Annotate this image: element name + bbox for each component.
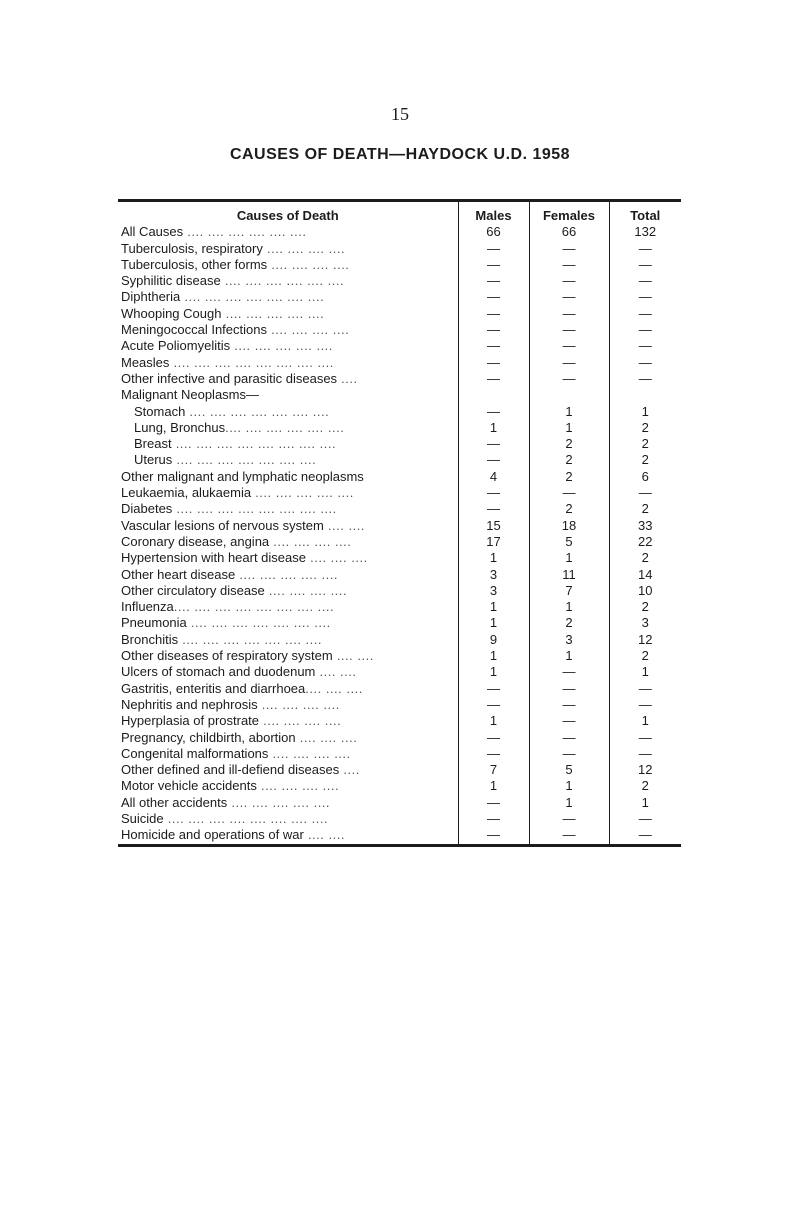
females-cell: 1 xyxy=(529,648,609,664)
leader-dots: .... .... .... .... .... .... .... xyxy=(186,615,331,631)
cause-cell xyxy=(118,762,458,778)
cause-label: All other accidents xyxy=(121,794,228,810)
causes-of-death-table xyxy=(118,202,681,844)
males-cell: 1 xyxy=(458,778,529,794)
table-row xyxy=(118,518,681,534)
cause-label: Diabetes xyxy=(121,501,173,517)
table-row xyxy=(118,501,681,517)
cause-cell xyxy=(118,632,458,648)
table-row xyxy=(118,567,681,583)
page-title: CAUSES OF DEATH—HAYDOCK U.D. 1958 xyxy=(229,146,571,163)
total-cell: 1 xyxy=(609,664,681,680)
total-cell: 2 xyxy=(609,648,681,664)
cause-cell xyxy=(118,485,458,501)
total-cell: — xyxy=(609,827,681,843)
total-cell: 2 xyxy=(609,778,681,794)
leader-dots: .... .... .... .... .... .... xyxy=(225,419,345,435)
females-cell: 18 xyxy=(529,518,609,534)
total-cell: — xyxy=(609,697,681,713)
cause-label: Hyperplasia of prostrate xyxy=(121,713,260,729)
total-cell: — xyxy=(609,241,681,257)
total-cell: 3 xyxy=(609,615,681,631)
table-row xyxy=(118,452,681,468)
header-females: Females xyxy=(529,202,609,224)
females-cell: — xyxy=(529,322,609,338)
males-cell: — xyxy=(458,501,529,517)
females-cell: — xyxy=(529,713,609,729)
total-cell: 22 xyxy=(609,534,681,550)
females-cell: 2 xyxy=(529,436,609,452)
leader-dots: .... .... xyxy=(332,648,374,664)
females-cell: 1 xyxy=(529,420,609,436)
males-cell: — xyxy=(458,827,529,843)
males-cell: — xyxy=(458,338,529,354)
males-cell: — xyxy=(458,485,529,501)
table-row xyxy=(118,730,681,746)
leader-dots: .... .... .... .... .... .... .... xyxy=(172,452,317,468)
table-row xyxy=(118,615,681,631)
cause-label: Homicide and operations of war xyxy=(121,827,304,843)
total-cell: — xyxy=(609,322,681,338)
table-row xyxy=(118,420,681,436)
males-cell: — xyxy=(458,289,529,305)
cause-label: Motor vehicle accidents xyxy=(121,778,257,794)
cause-cell xyxy=(118,289,458,305)
females-cell: — xyxy=(529,371,609,387)
females-cell: — xyxy=(529,746,609,762)
total-cell: 1 xyxy=(609,713,681,729)
table-row xyxy=(118,811,681,827)
females-cell: — xyxy=(529,664,609,680)
cause-cell xyxy=(118,355,458,371)
total-cell: — xyxy=(609,338,681,354)
table-row xyxy=(118,273,681,289)
cause-label: Coronary disease, angina xyxy=(121,533,270,549)
leader-dots: .... .... .... .... xyxy=(269,533,352,549)
females-cell: — xyxy=(529,338,609,354)
cause-label: Other malignant and lymphatic neoplasms xyxy=(121,468,364,484)
females-cell: 3 xyxy=(529,632,609,648)
females-cell: 5 xyxy=(529,762,609,778)
leader-dots: .... .... .... .... .... .... .... .... xyxy=(169,354,334,370)
table-row xyxy=(118,387,681,403)
table-row xyxy=(118,762,681,778)
cause-cell xyxy=(118,273,458,289)
cause-cell xyxy=(118,387,458,403)
females-cell: — xyxy=(529,485,609,501)
leader-dots: .... .... .... xyxy=(306,550,368,566)
total-cell: — xyxy=(609,746,681,762)
cause-label: Gastritis, enteritis and diarrhoea xyxy=(121,680,306,696)
cause-label: Other defined and ill-defiend diseases xyxy=(121,762,340,778)
cause-cell xyxy=(118,648,458,664)
females-cell: — xyxy=(529,827,609,843)
males-cell: — xyxy=(458,371,529,387)
females-cell: 2 xyxy=(529,469,609,485)
males-cell: 1 xyxy=(458,420,529,436)
cause-cell xyxy=(118,681,458,697)
total-cell: 132 xyxy=(609,224,681,240)
females-cell: 5 xyxy=(529,534,609,550)
cause-cell xyxy=(118,713,458,729)
leader-dots: .... .... .... .... xyxy=(268,745,351,761)
males-cell: 1 xyxy=(458,599,529,615)
cause-label: Influenza xyxy=(121,599,174,615)
males-cell: 3 xyxy=(458,567,529,583)
leader-dots: .... .... xyxy=(315,664,357,680)
cause-cell xyxy=(118,224,458,240)
leader-dots: .... .... .... .... .... .... .... xyxy=(185,403,330,419)
cause-label: Other circulatory disease xyxy=(121,582,265,598)
males-cell: — xyxy=(458,322,529,338)
cause-label: Acute Poliomyelitis xyxy=(121,338,231,354)
males-cell: — xyxy=(458,452,529,468)
total-cell: 1 xyxy=(609,404,681,420)
cause-cell xyxy=(118,452,458,468)
cause-label: Syphilitic disease xyxy=(121,273,221,289)
males-cell: — xyxy=(458,746,529,762)
cause-cell xyxy=(118,827,458,843)
cause-label: Lung, Bronchus xyxy=(134,419,226,435)
cause-cell xyxy=(118,420,458,436)
leader-dots: .... .... .... .... .... .... .... xyxy=(178,631,322,647)
header-causes: Causes of Death xyxy=(236,208,339,224)
females-cell: — xyxy=(529,730,609,746)
females-cell: 1 xyxy=(529,795,609,811)
cause-label: Congenital malformations xyxy=(121,745,269,761)
leader-dots: .... xyxy=(339,762,360,778)
leader-dots: .... .... .... .... .... .... .... .... xyxy=(163,810,329,826)
cause-label: Stomach xyxy=(134,403,186,419)
cause-cell xyxy=(118,257,458,273)
cause-cell xyxy=(118,746,458,762)
females-cell: — xyxy=(529,241,609,257)
cause-label: Measles xyxy=(121,354,170,370)
males-cell: 4 xyxy=(458,469,529,485)
cause-label: Nephritis and nephrosis xyxy=(121,696,258,712)
cause-label: Pneumonia xyxy=(121,615,187,631)
females-cell: 2 xyxy=(529,615,609,631)
cause-label: Tuberculosis, other forms xyxy=(121,256,268,272)
table-row xyxy=(118,289,681,305)
total-cell: 2 xyxy=(609,501,681,517)
cause-label: Uterus xyxy=(134,452,173,468)
table-row xyxy=(118,583,681,599)
cause-label: Vascular lesions of nervous system xyxy=(121,517,324,533)
total-cell: 33 xyxy=(609,518,681,534)
males-cell: — xyxy=(458,681,529,697)
table-row xyxy=(118,306,681,322)
table-row xyxy=(118,713,681,729)
leader-dots: .... .... .... .... .... .... .... .... xyxy=(173,599,335,615)
leader-dots: .... .... .... .... .... .... .... xyxy=(180,289,325,305)
females-cell: — xyxy=(529,257,609,273)
causes-of-death-table-container xyxy=(118,199,681,847)
males-cell: 17 xyxy=(458,534,529,550)
leader-dots: .... .... .... xyxy=(295,729,358,745)
table-row xyxy=(118,778,681,794)
cause-label: Leukaemia, alukaemia xyxy=(121,485,252,501)
cause-cell xyxy=(118,338,458,354)
table-row xyxy=(118,681,681,697)
cause-cell xyxy=(118,697,458,713)
total-cell xyxy=(609,387,681,403)
cause-label: Pregnancy, childbirth, abortion xyxy=(121,729,296,745)
males-cell: — xyxy=(458,436,529,452)
leader-dots: .... .... .... .... .... xyxy=(235,566,338,582)
leader-dots: .... .... xyxy=(303,827,345,843)
total-cell: 10 xyxy=(609,583,681,599)
leader-dots: .... .... .... .... .... xyxy=(230,338,333,354)
cause-label: Meningococcal Infections xyxy=(121,322,267,338)
cause-label: Hypertension with heart disease xyxy=(121,550,306,566)
males-cell: — xyxy=(458,404,529,420)
table-row xyxy=(118,241,681,257)
table-row xyxy=(118,599,681,615)
cause-cell xyxy=(118,241,458,257)
cause-cell xyxy=(118,371,458,387)
males-cell: — xyxy=(458,273,529,289)
cause-label: All Causes xyxy=(121,224,184,240)
leader-dots: .... .... .... .... xyxy=(259,713,342,729)
females-cell: — xyxy=(529,306,609,322)
leader-dots: .... .... .... .... xyxy=(256,778,340,794)
cause-label: Breast xyxy=(134,436,172,452)
leader-dots: .... .... xyxy=(323,517,365,533)
males-cell: 1 xyxy=(458,713,529,729)
cause-cell xyxy=(118,322,458,338)
females-cell: — xyxy=(529,289,609,305)
table-row xyxy=(118,795,681,811)
cause-label: Diphtheria xyxy=(121,289,181,305)
leader-dots: .... .... .... .... .... .... xyxy=(183,224,307,240)
table-row xyxy=(118,338,681,354)
cause-cell xyxy=(118,534,458,550)
total-cell: — xyxy=(609,371,681,387)
total-cell: — xyxy=(609,289,681,305)
table-row xyxy=(118,827,681,843)
females-cell: — xyxy=(529,355,609,371)
females-cell: 66 xyxy=(529,224,609,240)
total-cell: 6 xyxy=(609,469,681,485)
males-cell: 1 xyxy=(458,615,529,631)
females-cell: 1 xyxy=(529,550,609,566)
table-header-row xyxy=(118,202,681,224)
total-cell: — xyxy=(609,257,681,273)
cause-label: Other heart disease xyxy=(121,566,236,582)
cause-label: Whooping Cough xyxy=(121,305,222,321)
page-number: 15 xyxy=(391,104,409,124)
males-cell: — xyxy=(458,355,529,371)
cause-cell xyxy=(118,664,458,680)
cause-label: Tuberculosis, respiratory xyxy=(121,240,263,256)
leader-dots: .... .... .... .... .... xyxy=(251,485,354,501)
leader-dots: .... .... .... .... .... .... xyxy=(220,273,345,289)
leader-dots: .... .... .... .... .... xyxy=(227,794,331,810)
cause-cell xyxy=(118,567,458,583)
table-row xyxy=(118,469,681,485)
leader-dots: .... xyxy=(337,370,358,386)
males-cell: 3 xyxy=(458,583,529,599)
females-cell: — xyxy=(529,681,609,697)
total-cell: 2 xyxy=(609,550,681,566)
females-cell: — xyxy=(529,273,609,289)
table-row xyxy=(118,746,681,762)
table-row xyxy=(118,648,681,664)
table-row xyxy=(118,224,681,240)
cause-label: Bronchitis xyxy=(121,631,179,647)
table-row xyxy=(118,485,681,501)
table-row xyxy=(118,534,681,550)
leader-dots: .... .... .... .... .... .... .... .... xyxy=(172,501,337,517)
cause-cell xyxy=(118,306,458,322)
cause-label: Malignant Neoplasms— xyxy=(121,387,260,403)
females-cell: 1 xyxy=(529,778,609,794)
total-cell: — xyxy=(609,273,681,289)
males-cell: — xyxy=(458,241,529,257)
females-cell: 7 xyxy=(529,583,609,599)
total-cell: 12 xyxy=(609,632,681,648)
total-cell: — xyxy=(609,681,681,697)
males-cell: — xyxy=(458,811,529,827)
total-cell: — xyxy=(609,811,681,827)
total-cell: 14 xyxy=(609,567,681,583)
cause-cell xyxy=(118,501,458,517)
females-cell: — xyxy=(529,811,609,827)
table-row xyxy=(118,436,681,452)
females-cell: 11 xyxy=(529,567,609,583)
females-cell: 2 xyxy=(529,452,609,468)
leader-dots: .... .... .... .... xyxy=(267,256,350,272)
total-cell: 2 xyxy=(609,599,681,615)
males-cell: — xyxy=(458,730,529,746)
leader-dots: .... .... .... .... xyxy=(257,696,340,712)
total-cell: — xyxy=(609,355,681,371)
males-cell xyxy=(458,387,529,403)
total-cell: 1 xyxy=(609,795,681,811)
cause-cell xyxy=(118,811,458,827)
males-cell: 9 xyxy=(458,632,529,648)
total-cell: — xyxy=(609,306,681,322)
cause-cell xyxy=(118,599,458,615)
males-cell: 1 xyxy=(458,648,529,664)
table-row xyxy=(118,664,681,680)
total-cell: 2 xyxy=(609,436,681,452)
leader-dots: .... .... .... xyxy=(305,680,363,696)
cause-cell xyxy=(118,583,458,599)
females-cell: 1 xyxy=(529,599,609,615)
males-cell: 66 xyxy=(458,224,529,240)
header-total: Total xyxy=(609,202,681,224)
females-cell: 2 xyxy=(529,501,609,517)
males-cell: — xyxy=(458,306,529,322)
leader-dots: .... .... .... .... .... xyxy=(221,305,325,321)
table-row xyxy=(118,697,681,713)
leader-dots: .... .... .... .... xyxy=(266,322,350,338)
cause-label: Other diseases of respiratory system xyxy=(121,648,333,664)
total-cell: 2 xyxy=(609,420,681,436)
total-cell: — xyxy=(609,485,681,501)
cause-cell xyxy=(118,615,458,631)
cause-cell xyxy=(118,436,458,452)
males-cell: — xyxy=(458,697,529,713)
cause-cell xyxy=(118,778,458,794)
cause-label: Suicide xyxy=(121,810,164,826)
cause-label: Ulcers of stomach and duodenum xyxy=(121,664,316,680)
table-row xyxy=(118,257,681,273)
males-cell: 15 xyxy=(458,518,529,534)
total-cell: — xyxy=(609,730,681,746)
table-row xyxy=(118,550,681,566)
leader-dots: .... .... .... .... xyxy=(262,240,346,256)
cause-cell xyxy=(118,469,458,485)
cause-cell xyxy=(118,518,458,534)
table-body xyxy=(118,224,681,843)
males-cell: 1 xyxy=(458,664,529,680)
total-cell: 2 xyxy=(609,452,681,468)
total-cell: 12 xyxy=(609,762,681,778)
table-row xyxy=(118,355,681,371)
table-row xyxy=(118,632,681,648)
females-cell xyxy=(529,387,609,403)
header-males: Males xyxy=(458,202,529,224)
table-row xyxy=(118,404,681,420)
cause-label: Other infective and parasitic diseases xyxy=(121,370,338,386)
cause-cell xyxy=(118,730,458,746)
table-row xyxy=(118,322,681,338)
cause-cell xyxy=(118,550,458,566)
cause-cell xyxy=(118,404,458,420)
leader-dots: .... .... .... .... xyxy=(264,582,348,598)
table-row xyxy=(118,371,681,387)
leader-dots: .... .... .... .... .... .... .... .... xyxy=(171,436,337,452)
males-cell: 1 xyxy=(458,550,529,566)
males-cell: — xyxy=(458,257,529,273)
males-cell: — xyxy=(458,795,529,811)
females-cell: — xyxy=(529,697,609,713)
females-cell: 1 xyxy=(529,404,609,420)
cause-cell xyxy=(118,795,458,811)
males-cell: 7 xyxy=(458,762,529,778)
